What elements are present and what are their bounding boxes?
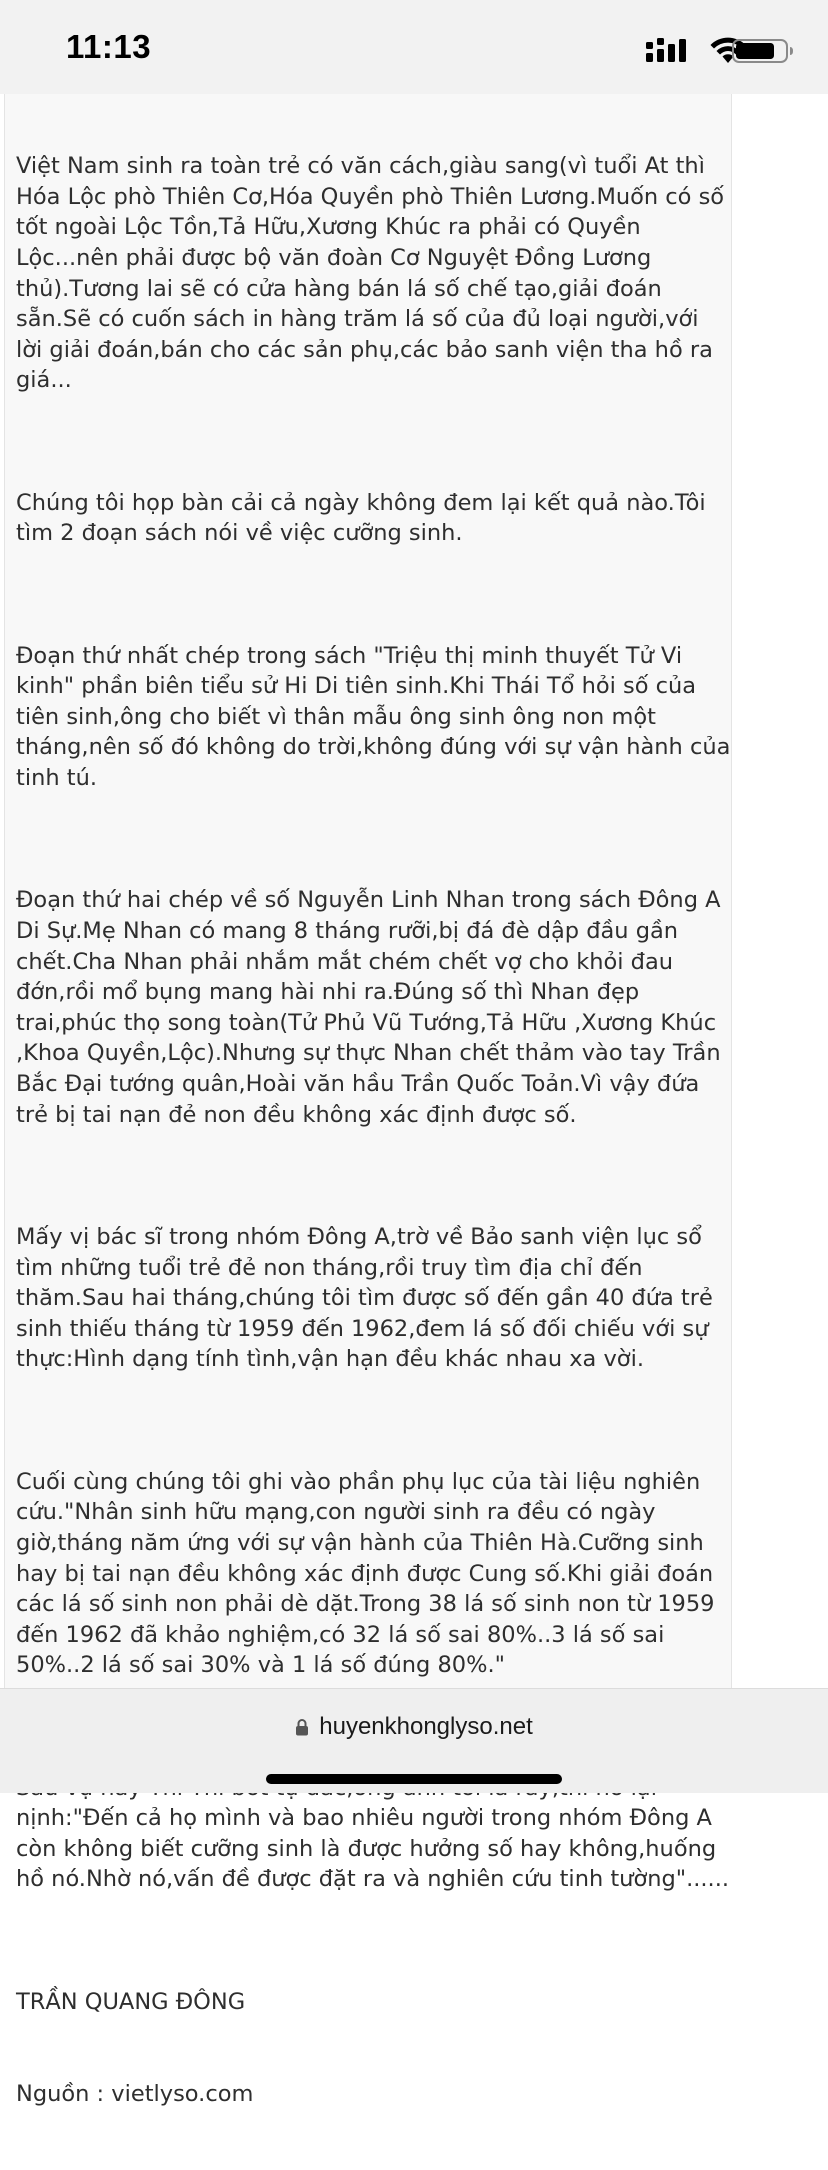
article-paragraph: Việt Nam sinh ra toàn trẻ có văn cách,giàu sang(vì tuổi At thì Hóa Lộc phò Thiên Cơ,Hóa Quyền phò Thiên Lương.Muốn có số tốt ngoài Lộc Tồn,Tả Hữu,Xương Khúc ra phải có Quyền Lộc...nên phải được bộ văn đoàn Cơ Nguyệt Đồng Lương thủ).Tương lai sẽ có cửa hàng bán lá số chế tạo,giải đoán sẵn.Sẽ có cuốn sách in hàng trăm lá số của đủ loại người,với lời giải đoán,bán cho các sản phụ,các bảo sanh viện tha hồ ra giá... [16, 153, 732, 394]
article-paragraph: Chúng tôi họp bàn cải cả ngày không đem lại kết quả nào.Tôi tìm 2 đoạn sách nói về việc cưỡng sinh. [16, 489, 713, 547]
signal-icon [646, 38, 688, 64]
battery-icon [732, 39, 794, 63]
article-paragraph: Cuối cùng chúng tôi ghi vào phần phụ lục của tài liệu nghiên cứu."Nhân sinh hữu mạng,con người sinh ra đều có ngày giờ,tháng năm ứng với sự vận hành của Thiên Hà.Cưỡng sinh hay bị tai nạn đều không xác định được Cung số.Khi giải đoán các lá số sinh non phải dè dặt.Trong 38 lá số sinh non từ 1959 đến 1962 đã khảo nghiệm,có 32 lá số sai 80%..3 lá số sai 50%..2 lá số sai 30% và 1 lá số đúng 80%." [16, 1468, 722, 1679]
home-indicator[interactable] [266, 1774, 562, 1784]
article-paragraph: Đoạn thứ nhất chép trong sách "Triệu thị minh thuyết Tử Vi kinh" phần biên tiểu sử Hi Di tiên sinh.Khi Thái Tổ hỏi số của tiên sinh,ông cho biết vì thân mẫu ông sinh ông non một tháng,nên số đó không do trời,không đúng với sự vận hành của tinh tú. [16, 642, 738, 792]
url-text[interactable]: huyenkhonglyso.net [319, 1713, 533, 1740]
article-paragraph: Đoạn thứ hai chép về số Nguyễn Linh Nhan trong sách Đông A Di Sự.Mẹ Nhan có mang 8 tháng rưỡi,bị đá đè dập đầu gần chết.Cha Nhan phải nhắm mắt chém chết vợ cho khỏi đau đớn,rồi mổ bụng mang hài nhi ra.Đúng số thì Nhan đẹp trai,phúc thọ song toàn(Tử Phủ Vũ Tướng,Tả Hữu ,Xương Khúc ,Khoa Quyền,Lộc).Nhưng sự thực Nhan chết thảm vào tay Trần Bắc Đại tướng quân,Hoài văn hầu Trần Quốc Toản.Vì vậy đứa trẻ bị tai nạn đẻ non đều không xác định được số. [16, 887, 728, 1128]
article-author: TRẦN QUANG ĐÔNG [16, 1988, 246, 2015]
url-row[interactable] [0, 1713, 828, 1741]
lock-icon [295, 1718, 309, 1736]
article-body [16, 90, 738, 2170]
status-bar [0, 0, 828, 94]
article-paragraph: nịnh:"Đến cả họ mình và bao nhiêu người trong nhóm Đông A còn không biết cưỡng sinh là được hưởng số hay không,huống hồ nó.Nhờ nó,vấn đề được đặt ra và nghiên cứu tinh tường"...... [16, 1805, 730, 1893]
browser-address-bar[interactable] [0, 1688, 828, 1793]
status-time: 11:13 [66, 28, 152, 65]
article-source: Nguồn : vietlyso.com [16, 2080, 254, 2107]
article-paragraph: Mấy vị bác sĩ trong nhóm Đông A,trờ về Bảo sanh viện lục sổ tìm những tuổi trẻ đẻ non tháng,rồi truy tìm địa chỉ đến thăm.Sau hai tháng,chúng tôi tìm được số đến gần 40 đứa trẻ sinh thiếu tháng từ 1959 đến 1962,đem lá số đối chiếu với sự thực:Hình dạng tính tình,vận hạn đều khác nhau xa vời. [16, 1223, 720, 1373]
